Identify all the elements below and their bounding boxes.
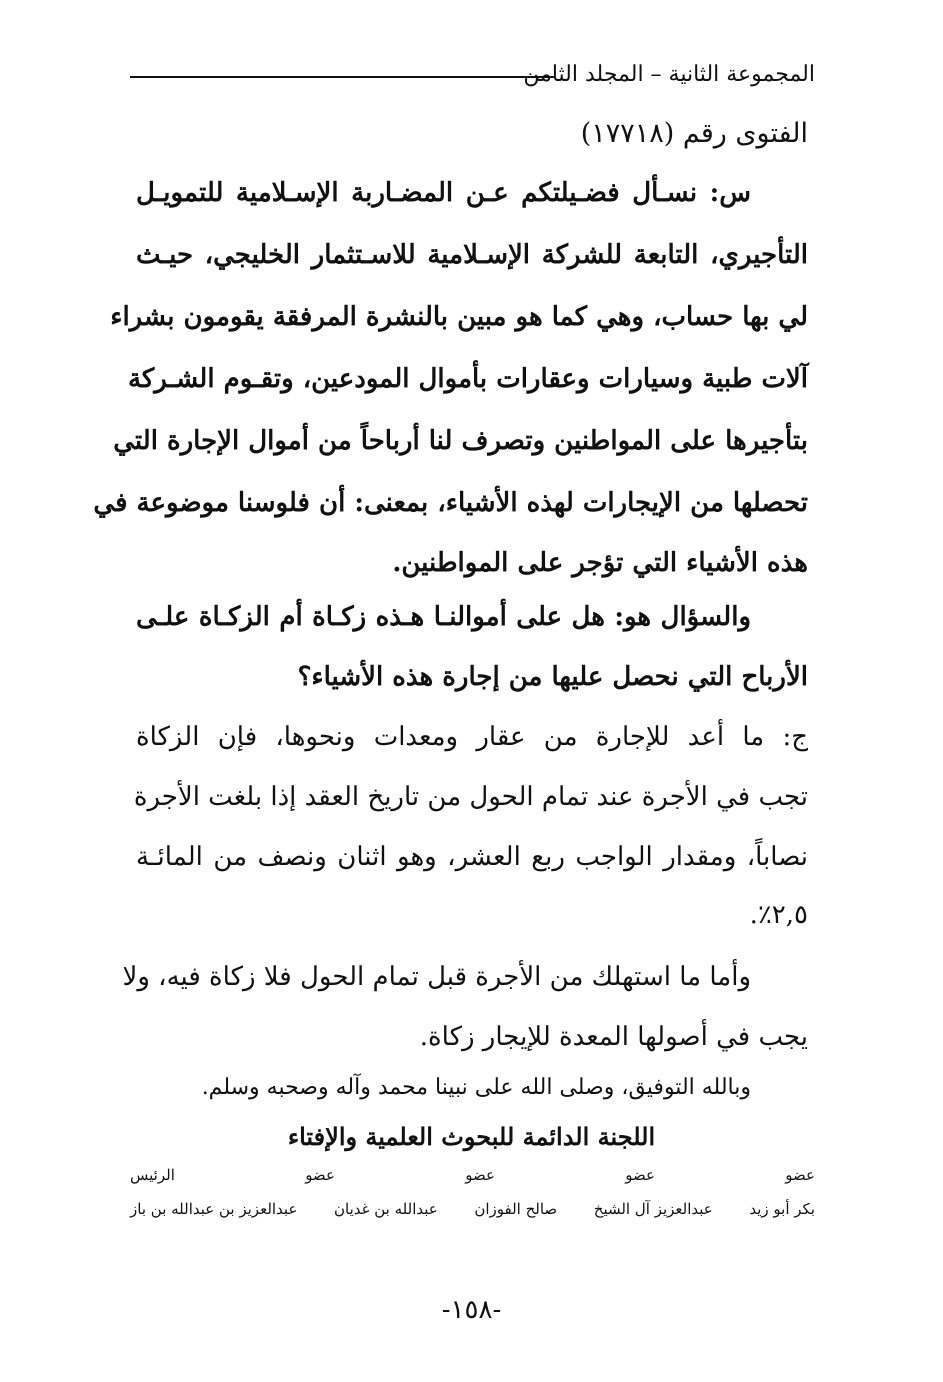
committee-title: اللجنة الدائمة للبحوث العلمية والإفتاء [287, 1122, 656, 1151]
question2-line: الأرباح التي نحصل عليها من إجارة هذه الأشياء؟ [297, 662, 808, 692]
signatory-role: عضو [625, 1166, 655, 1184]
question-line: س: نسـأل فضـيلتكم عـن المضـاربة الإسـلامية للتمويـل [136, 178, 751, 208]
signatory-names [130, 1200, 815, 1218]
signatory-role: الرئيس [130, 1166, 175, 1184]
answer-line: نصاباً، ومقدار الواجب ربع العشر، وهو اثنان ونصف من المائـة [136, 842, 808, 872]
answer2-line: يجب في أصولها المعدة للإيجار زكاة. [419, 1022, 808, 1052]
question2-line: والسؤال هو: هل على أموالنـا هـذه زكـاة أم الزكـاة علـى [136, 602, 751, 632]
signatory-name: عبدالعزيز بن عبدالله بن باز [130, 1200, 298, 1218]
answer-line: ج: ما أعد للإجارة من عقار ومعدات ونحوها، فإن الزكاة [136, 722, 808, 752]
question-line: تحصلها من الإيجارات لهذه الأشياء، بمعنى: أن فلوسنا موضوعة في [93, 488, 808, 518]
running-header [130, 58, 815, 98]
signatory-role: عضو [465, 1166, 495, 1184]
header-title: المجموعة الثانية – المجلد الثامن [523, 62, 815, 87]
question-line: بتأجيرها على المواطنين وتصرف لنا أرباحاً من أموال الإجارة التي [113, 426, 808, 456]
signatory-name: عبدالعزيز آل الشيخ [593, 1200, 713, 1218]
closing-line: وبالله التوفيق، وصلى الله على نبينا محمد وآله وصحبه وسلم. [201, 1075, 751, 1100]
question-line: هذه الأشياء التي تؤجر على المواطنين. [392, 548, 808, 578]
signatory-name: بكر أبو زيد [749, 1200, 815, 1218]
question-line: آلات طبية وسيارات وعقارات بأموال المودعين، وتقـوم الشـركة [127, 364, 808, 394]
answer-line: تجب في الأجرة عند تمام الحول من تاريخ العقد إذا بلغت الأجرة [133, 782, 808, 812]
signatory-name: صالح الفوزان [474, 1200, 558, 1218]
signatory-role: عضو [785, 1166, 815, 1184]
answer2-line: وأما ما استهلك من الأجرة قبل تمام الحول فلا زكاة فيه، ولا [122, 962, 751, 992]
signatory-name: عبدالله بن غديان [334, 1200, 438, 1218]
answer-line: ٢,٥٪. [749, 900, 808, 930]
header-rule [130, 76, 555, 78]
signatory-role: عضو [305, 1166, 335, 1184]
question-line: التأجيري، التابعة للشركة الإسـلامية للاسـتثمار الخليجي، حيـث [136, 240, 808, 270]
page-number: -١٥٨- [441, 1295, 502, 1325]
signatory-roles [130, 1166, 815, 1184]
fatwa-number: الفتوى رقم (١٧٧١٨) [580, 118, 808, 149]
question-line: لي بها حساب، وهي كما هو مبين بالنشرة المرفقة يقومون بشراء [110, 302, 808, 332]
